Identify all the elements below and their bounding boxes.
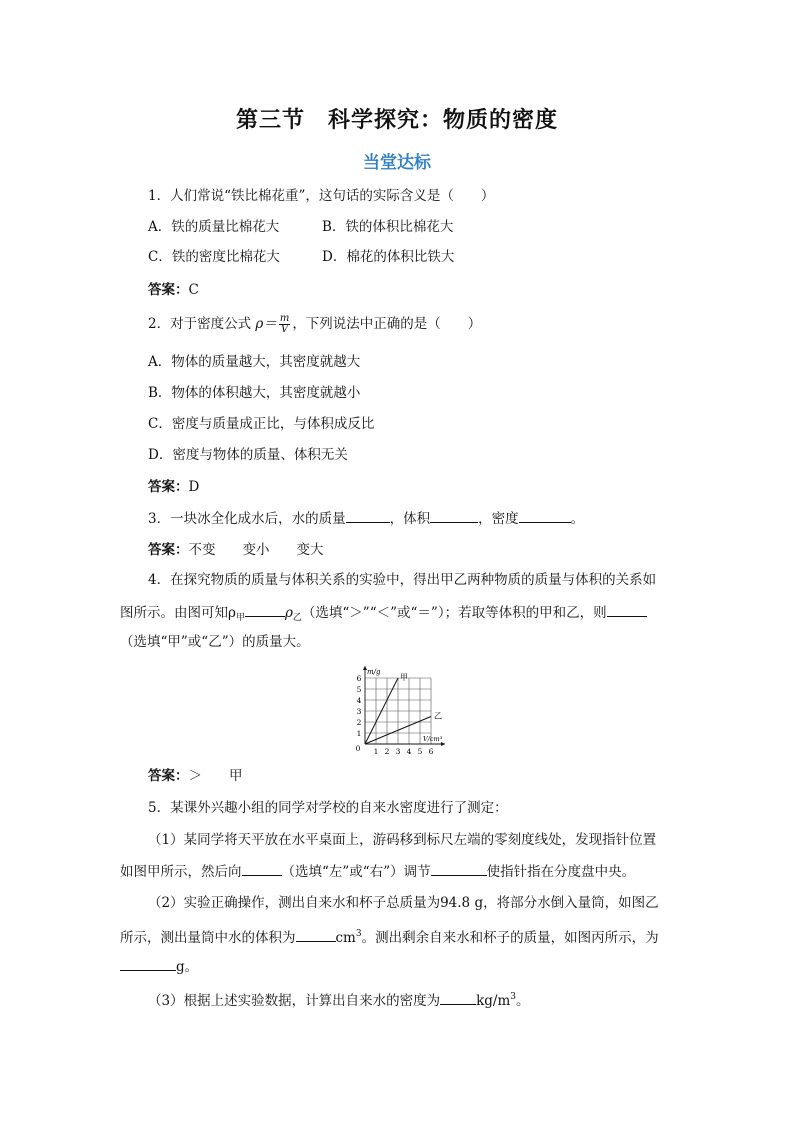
q5-p1-text-c: 使指针指在分度盘中央。: [486, 864, 636, 880]
q4-line-1: 4．在探究物质的质量与体积关系的实验中，得出甲乙两种物质的质量与体积的关系如: [148, 572, 657, 588]
page-title: 第三节 科学探究：物质的密度: [235, 107, 558, 133]
q2-option-c: C．密度与质量成正比，与体积成反比: [148, 416, 375, 432]
q4-text-a: 图所示。由图可知ρ: [120, 605, 236, 621]
subscript-yi: 乙: [292, 613, 302, 623]
q2-stem-pre: 2．对于密度公式: [148, 316, 252, 332]
q1-option-a: A．铁的质量比棉花大: [148, 219, 280, 235]
answer-blank[interactable]: [519, 508, 571, 523]
q3-text-2: ，体积: [389, 511, 431, 527]
q1-option-b: B．铁的体积比棉花大: [322, 219, 454, 235]
x-tick-label: 2: [384, 747, 390, 756]
fraction-denominator: V: [280, 324, 289, 335]
answer-blank[interactable]: [430, 508, 478, 523]
y-axis-label: m/g: [367, 668, 381, 676]
q3-stem: [148, 508, 584, 529]
answer-label: 答案：: [148, 542, 189, 558]
unit-g: g。: [176, 959, 199, 975]
answer-blank[interactable]: [120, 956, 176, 971]
q5-p1-text-a: 如图甲所示，然后向: [120, 864, 242, 880]
answer-blank[interactable]: [431, 861, 487, 876]
q3-text-4: 。: [570, 511, 585, 527]
x-axis-label: V/cm³: [423, 735, 443, 743]
unit-kg-m: kg/m: [476, 993, 511, 1009]
series-label-yi: 乙: [434, 711, 442, 721]
q1-stem: 1．人们常说“铁比棉花重”，这句话的实际含义是（ ）: [148, 188, 495, 204]
q5-stem: 5．某课外兴趣小组的同学对学校的自来水密度进行了测定：: [148, 800, 508, 816]
y-tick-label: 1: [356, 729, 362, 738]
answer-value: 不变 变小 变大: [188, 542, 324, 558]
q5-p3-text-c: 。: [516, 993, 530, 1009]
mass-volume-graph: [335, 658, 450, 758]
density-symbol: ρ: [284, 605, 293, 621]
answer-blank[interactable]: [346, 508, 390, 523]
density-fraction: [279, 314, 290, 335]
q1-answer: [148, 280, 199, 300]
q3-text-1: 3．一块冰全化成水后，水的质量: [148, 511, 346, 527]
unit-superscript: 3: [510, 992, 516, 1002]
y-tick-label: 4: [356, 696, 362, 705]
answer-blank[interactable]: [440, 990, 476, 1005]
x-tick-label: 1: [373, 747, 379, 756]
q5-part2-line3: [120, 956, 198, 977]
q2-stem: [148, 314, 481, 335]
q5-part1-line2: [120, 861, 635, 882]
q2-option-a: A．物体的质量越大，其密度就越大: [148, 354, 361, 370]
y-tick-label: 6: [356, 674, 362, 683]
answer-blank[interactable]: [296, 927, 336, 942]
q1-option-c: C．铁的密度比棉花大: [148, 249, 280, 265]
unit-cm: cm: [335, 930, 356, 946]
subscript-jia: 甲: [235, 613, 245, 623]
q4-line-3: （选填“甲”或“乙”）的质量大。: [120, 634, 310, 650]
graph-grid: [365, 678, 431, 744]
answer-value: C: [188, 282, 199, 298]
q2-option-d: D．密度与物体的质量、体积无关: [148, 447, 348, 463]
q5-part2-line1: （2）实验正确操作，测出自来水和杯子总质量为94.8 g，将部分水倒入量筒，如图乙: [148, 895, 659, 911]
q2-option-b: B．物体的体积越大，其密度就越小: [148, 385, 361, 401]
fraction-numerator: m: [279, 313, 290, 324]
q2-answer: [148, 477, 199, 497]
origin-label: 0: [355, 744, 361, 753]
section-subtitle: 当堂达标: [363, 153, 431, 173]
answer-blank[interactable]: [607, 602, 647, 617]
x-tick-label: 6: [428, 747, 434, 756]
answer-value: ＞ 甲: [188, 768, 243, 784]
q2-stem-post: ，下列说法中正确的是（ ）: [292, 316, 482, 332]
x-tick-label: 4: [406, 747, 412, 756]
series-label-jia: 甲: [400, 673, 408, 682]
q5-part3: [148, 987, 530, 1011]
answer-blank[interactable]: [245, 602, 285, 617]
q5-p2-text-a: 所示，测出量筒中水的体积为: [120, 930, 296, 946]
y-tick-label: 5: [356, 685, 362, 694]
q5-p1-text-b: （选填“左”或“右”）调节: [281, 864, 431, 880]
q3-answer: [148, 540, 324, 560]
q5-part1-line1: （1）某同学将天平放在水平桌面上，游码移到标尺左端的零刻度线处，发现指针位置: [148, 832, 657, 848]
answer-label: 答案：: [148, 282, 189, 298]
q5-part2-line2: [120, 924, 659, 948]
q5-p3-text-a: （3）根据上述实验数据，计算出自来水的密度为: [148, 993, 441, 1009]
y-tick-label: 2: [356, 718, 362, 727]
x-tick-label: 5: [417, 747, 423, 756]
answer-label: 答案：: [148, 479, 189, 495]
answer-value: D: [188, 479, 200, 495]
q1-option-d: D．棉花的体积比铁大: [322, 249, 455, 265]
q4-line-2: [120, 602, 647, 628]
x-tick-label: 3: [395, 747, 401, 756]
q3-text-3: ，密度: [478, 511, 519, 527]
answer-label: 答案：: [148, 768, 189, 784]
q4-text-b: （选填“＞”“＜”或“＝”）；若取等体积的甲和乙，则: [301, 605, 607, 621]
density-symbol: ρ＝: [255, 316, 277, 332]
y-tick-label: 3: [356, 707, 362, 716]
q5-p2-text-c: 。测出剩余自来水和杯子的质量，如图丙所示，为: [361, 930, 659, 946]
unit-superscript: 3: [355, 929, 362, 939]
answer-blank[interactable]: [242, 861, 282, 876]
q4-answer: [148, 766, 243, 786]
